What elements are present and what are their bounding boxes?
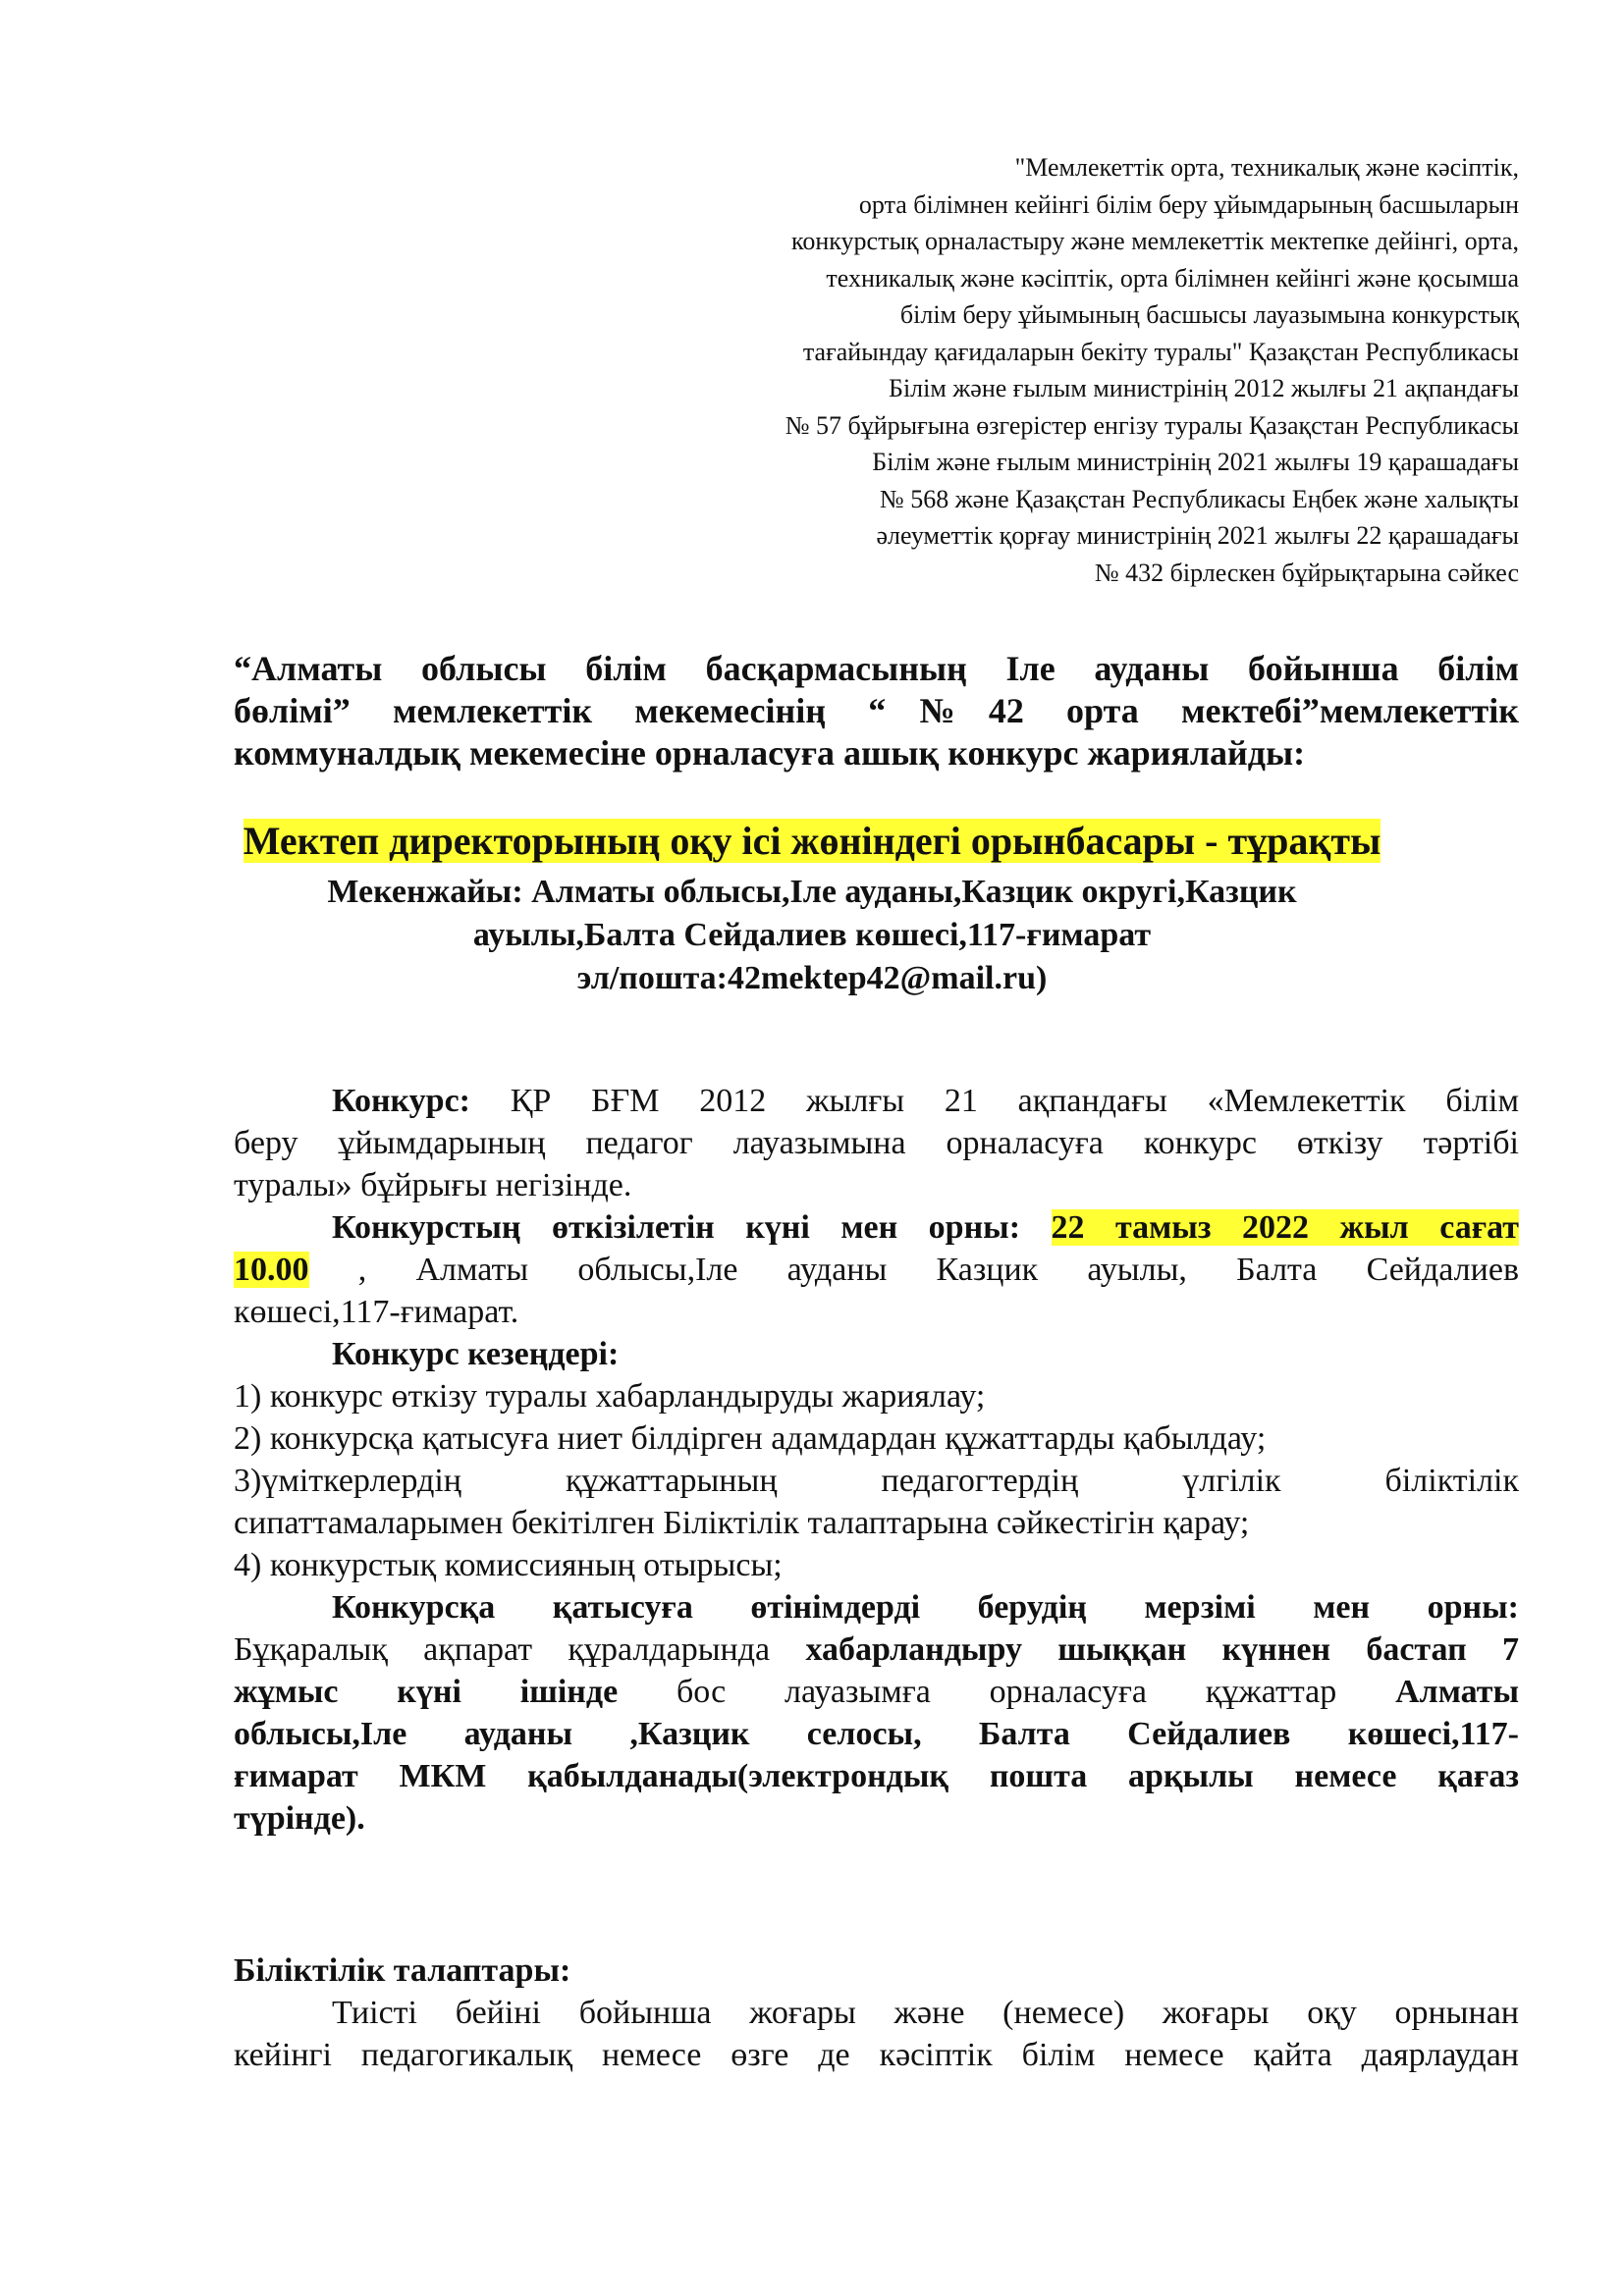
address-block <box>0 871 1624 1000</box>
legal-reference-line: Білім және ғылым министрінің 2021 жылғы 19 қарашадағы <box>872 448 1519 476</box>
applications-text-bold: жұмыс күні ішінде <box>234 1674 619 1710</box>
contest-label: Конкурс: <box>332 1083 470 1119</box>
announcement-line: “Алматы облысы білім басқармасының Іле ауданы бойынша білім <box>234 649 1519 688</box>
position-title <box>0 818 1624 865</box>
applications-paragraph <box>234 1586 1519 1840</box>
date-place-label: Конкурстың өткізілетін күні мен орны: <box>332 1209 1021 1246</box>
contest-time: 10.00 <box>234 1252 309 1288</box>
date-place-text: , Алматы облысы,Іле ауданы Казцик ауылы, Балта Сейдалиев <box>308 1252 1519 1288</box>
legal-reference-line: білім беру ұйымының басшысы лауазымына конкурстық <box>899 300 1519 329</box>
contest-paragraph <box>234 1080 1519 1206</box>
legal-reference-line: әлеуметтік қорғау министрінің 2021 жылғы 22 қарашадағы <box>876 521 1519 550</box>
legal-reference-line: тағайындау қағидаларын бекіту туралы" Қазақстан Республикасы <box>802 337 1519 366</box>
applications-text: Бұқаралық ақпарат құралдарында <box>234 1631 806 1668</box>
applications-text: бос лауазымға орналасуға құжаттар <box>618 1674 1396 1710</box>
date-place-paragraph <box>234 1206 1519 1333</box>
legal-reference-block <box>550 149 1519 591</box>
stage-item: сипаттамаларымен бекітілген Біліктілік талаптарына сәйкестігін қарау; <box>234 1505 1250 1541</box>
email-line: эл/пошта:42mektep42@mail.ru) <box>576 960 1048 996</box>
applications-text-bold: ғимарат МКМ қабылданады(электрондық пошта арқылы немесе қағаз <box>234 1758 1519 1794</box>
stages-paragraph <box>234 1333 1519 1586</box>
legal-reference-line: № 57 бұйрығына өзгерістер енгізу туралы Қазақстан Республикасы <box>785 410 1519 440</box>
contest-date: 22 тамыз 2022 жыл сағат <box>1051 1209 1520 1246</box>
legal-reference-line: № 568 және Қазақстан Республикасы Еңбек және халықты <box>879 484 1519 513</box>
address-line: ауылы,Балта Сейдалиев көшесі,117-ғимарат <box>472 917 1152 953</box>
requirements-label: Біліктілік талаптары: <box>234 1952 571 1989</box>
announcement-heading <box>234 648 1519 774</box>
contest-text: ҚР БҒМ 2012 жылғы 21 ақпандағы «Мемлекеттік білім <box>469 1083 1519 1119</box>
date-place-text: көшесі,117-ғимарат. <box>234 1294 519 1330</box>
legal-reference-line: "Мемлекеттік орта, техникалық және кәсіптік, <box>1014 153 1519 182</box>
position-title-text: Мектеп директорының оқу ісі жөніндегі орынбасары - тұрақты <box>243 819 1381 863</box>
applications-text-bold: облысы,Іле ауданы ,Казцик селосы, Балта Сейдалиев көшесі,117- <box>234 1716 1519 1752</box>
announcement-line: коммуналдық мекемесіне орналасуға ашық конкурс жариялайды: <box>234 733 1306 773</box>
stages-label: Конкурс кезеңдері: <box>332 1336 620 1372</box>
legal-reference-line: Білім және ғылым министрінің 2012 жылғы 21 ақпандағы <box>889 374 1519 402</box>
contest-text: беру ұйымдарының педагог лауазымына орналасуға конкурс өткізу тәртібі <box>234 1125 1519 1161</box>
announcement-line: бөлімі” мемлекеттік мекемесінің “№42 орта мектебі”мемлекеттік <box>234 691 1519 730</box>
address-line: Мекенжайы: Алматы облысы,Іле ауданы,Казцик округі,Казцик <box>327 874 1297 910</box>
legal-reference-line: орта білімнен кейінгі білім беру ұйымдарының басшыларын <box>858 189 1519 219</box>
stage-item: 3)үміткерлердің құжаттарының педагогтердің үлгілік біліктілік <box>234 1463 1519 1499</box>
requirements-text: кейінгі педагогикалық немесе өзге де кәсіптік білім немесе қайта даярлаудан <box>234 2037 1519 2073</box>
spacer <box>234 1840 1519 1949</box>
stage-item: 1) конкурс өткізу туралы хабарландыруды жариялау; <box>234 1378 986 1415</box>
stage-item: 2) конкурсқа қатысуға ниет білдірген адамдардан құжаттарды қабылдау; <box>234 1420 1267 1457</box>
legal-reference-line: конкурстық орналастыру және мемлекеттік мектепке дейінгі, орта, <box>791 227 1519 255</box>
requirements-paragraph <box>234 1949 1519 2076</box>
contest-text: туралы» бұйрығы негізінде. <box>234 1167 632 1203</box>
announcement-body <box>234 1080 1519 2076</box>
applications-text-bold: хабарландыру шыққан күннен бастап 7 <box>805 1631 1519 1668</box>
legal-reference-line: № 432 бірлескен бұйрықтарына сәйкес <box>1094 558 1519 587</box>
applications-text-bold: түрінде). <box>234 1800 365 1837</box>
applications-text-bold: Алматы <box>1395 1674 1519 1710</box>
legal-reference-line: техникалық және кәсіптік, орта білімнен кейінгі және қосымша <box>826 263 1519 293</box>
stage-item: 4) конкурстық комиссияның отырысы; <box>234 1547 783 1583</box>
applications-label: Конкурсқа қатысуға өтінімдерді берудің мерзімі мен орны: <box>332 1589 1519 1626</box>
requirements-text: Тиісті бейіні бойынша жоғары және (немесе) жоғары оқу орнынан <box>332 1995 1519 2031</box>
